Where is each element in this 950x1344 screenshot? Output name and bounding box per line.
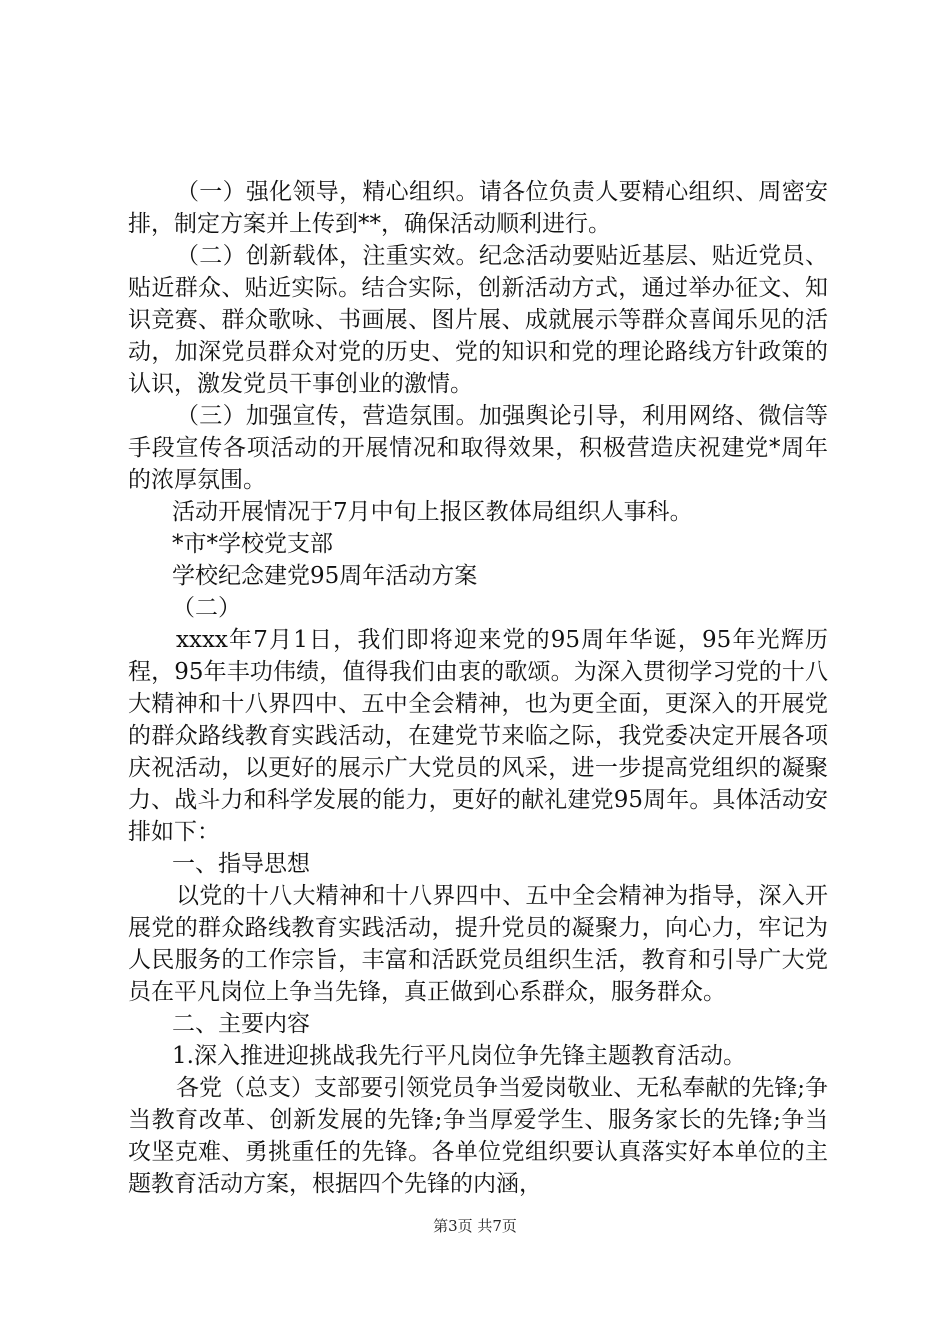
heading-main-content: 二、主要内容 xyxy=(172,1011,310,1037)
paragraph-introduction: xxxx年7月1日，我们即将迎来党的95周年华诞，95年光辉历程，95年丰功伟绩，值得我们由衷的歌颂。为深入贯彻学习党的十八大精神和十八界四中、五中全会精神，也为更全面，更深入的开展党的群众路线教育实践活动，在建党节来临之际，我党委决定开展各项庆祝活动，以更好的展示广大党员的风采，进一步提高党组织的凝聚力、战斗力和科学发展的能力，更好的献礼建党95周年。具体活动安排如下： xyxy=(128,627,828,845)
paragraph-doc-title: 学校纪念建党95周年活动方案 xyxy=(172,563,478,589)
heading-guiding-ideology: 一、指导思想 xyxy=(172,851,310,877)
paragraph-guiding-ideology: 以党的十八大精神和十八界四中、五中全会精神为指导，深入开展党的群众路线教育实践活动，提升党员的凝聚力，向心力，牢记为人民服务的工作宗旨，丰富和活跃党员组织生活，教育和引导广大党员在平凡岗位上争当先锋，真正做到心系群众，服务群众。 xyxy=(128,883,828,1005)
paragraph-activity-one: 各党（总支）支部要引领党员争当爱岗敬业、无私奉献的先锋;争当教育改革、创新发展的先锋;争当厚爱学生、服务家长的先锋;争当攻坚克难、勇挑重任的先锋。各单位党组织要认真落实好本单位的主题教育活动方案，根据四个先锋的内涵， xyxy=(128,1075,828,1197)
heading-activity-one: 1.深入推进迎挑战我先行平凡岗位争先锋主题教育活动。 xyxy=(172,1043,746,1069)
paragraph-publicity: （三）加强宣传，营造氛围。加强舆论引导，利用网络、微信等手段宣传各项活动的开展情况和取得效果，积极营造庆祝建党*周年的浓厚氛围。 xyxy=(128,403,828,493)
document-body xyxy=(128,176,828,1200)
paragraph-leadership: （一）强化领导，精心组织。请各位负责人要精心组织、周密安排，制定方案并上传到**，确保活动顺利进行。 xyxy=(128,179,828,237)
paragraph-signature-org: *市*学校党支部 xyxy=(172,531,333,557)
paragraph-innovation: （二）创新载体，注重实效。纪念活动要贴近基层、贴近党员、贴近群众、贴近实际。结合实际，创新活动方式，通过举办征文、知识竞赛、群众歌咏、书画展、图片展、成就展示等群众喜闻乐见的活动，加深党员群众对党的历史、党的知识和党的理论路线方针政策的认识，激发党员干事创业的激情。 xyxy=(128,243,828,397)
paragraph-section-number: （二） xyxy=(172,595,241,621)
paragraph-report-deadline: 活动开展情况于7月中旬上报区教体局组织人事科。 xyxy=(172,499,693,525)
page-footer: 第3页 共7页 xyxy=(433,1217,517,1235)
